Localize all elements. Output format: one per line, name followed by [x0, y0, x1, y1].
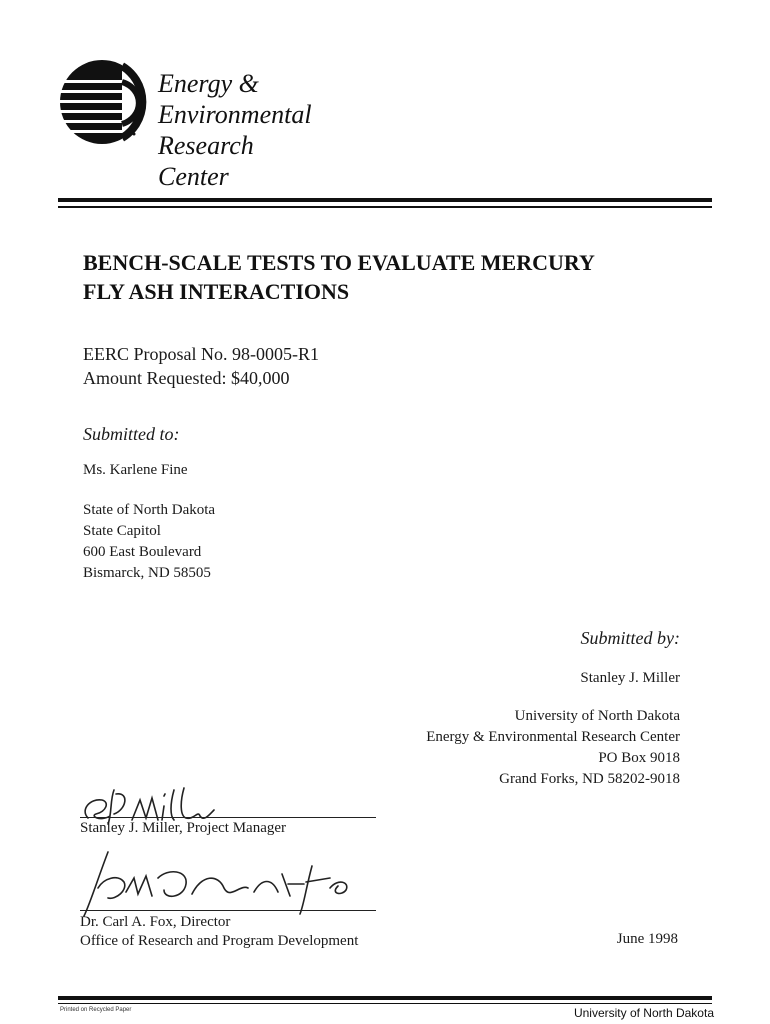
submitted-by-label: Submitted by:	[580, 628, 680, 648]
document-date: June 1998	[616, 931, 678, 947]
proposal-number: EERC Proposal No. 98-0005-R1	[83, 344, 319, 364]
address-line: Bismarck, ND 58505	[83, 565, 211, 581]
signature-line	[80, 817, 376, 818]
submitter-address	[426, 706, 680, 790]
address-line: University of North Dakota	[514, 708, 680, 724]
amount-requested: Amount Requested: $40,000	[83, 368, 290, 388]
address-line: Energy & Environmental Research Center	[426, 729, 680, 745]
title-line: FLY ASH INTERACTIONS	[83, 279, 350, 304]
org-name	[158, 68, 312, 192]
title-line: BENCH-SCALE TESTS TO EVALUATE MERCURY	[83, 250, 595, 275]
signature-line	[80, 910, 376, 911]
submitter-name: Stanley J. Miller	[580, 670, 680, 686]
recipient-address	[83, 500, 215, 584]
eerc-logo-icon	[52, 56, 152, 156]
document-title	[83, 248, 703, 306]
org-name-line: Research	[158, 131, 254, 160]
signature-caption-line: Dr. Carl A. Fox, Director	[80, 914, 231, 930]
footer-divider-thick	[58, 996, 712, 1000]
signature-caption	[80, 913, 358, 951]
address-line: State of North Dakota	[83, 502, 216, 518]
header-divider-thick	[58, 198, 712, 202]
org-name-line: Environmental	[158, 100, 312, 129]
header-divider-thin	[58, 206, 712, 208]
signature-caption: Stanley J. Miller, Project Manager	[80, 820, 287, 836]
org-name-line: Center	[158, 162, 229, 191]
proposal-info	[83, 342, 319, 390]
address-line: 600 East Boulevard	[83, 544, 202, 560]
address-line: PO Box 9018	[598, 750, 680, 766]
signature-caption-line: Office of Research and Program Development	[80, 933, 359, 949]
signature-fox	[68, 848, 388, 918]
org-name-line: Energy &	[158, 69, 259, 98]
footer-divider-thin	[58, 1003, 712, 1004]
address-line: Grand Forks, ND 58202-9018	[499, 771, 680, 787]
footer-university: University of North Dakota	[573, 1006, 714, 1020]
recipient-name: Ms. Karlene Fine	[83, 462, 188, 478]
submitted-to-label: Submitted to:	[83, 424, 180, 444]
address-line: State Capitol	[83, 523, 161, 539]
recycled-paper-note: Printed on Recycled Paper	[60, 1007, 132, 1013]
